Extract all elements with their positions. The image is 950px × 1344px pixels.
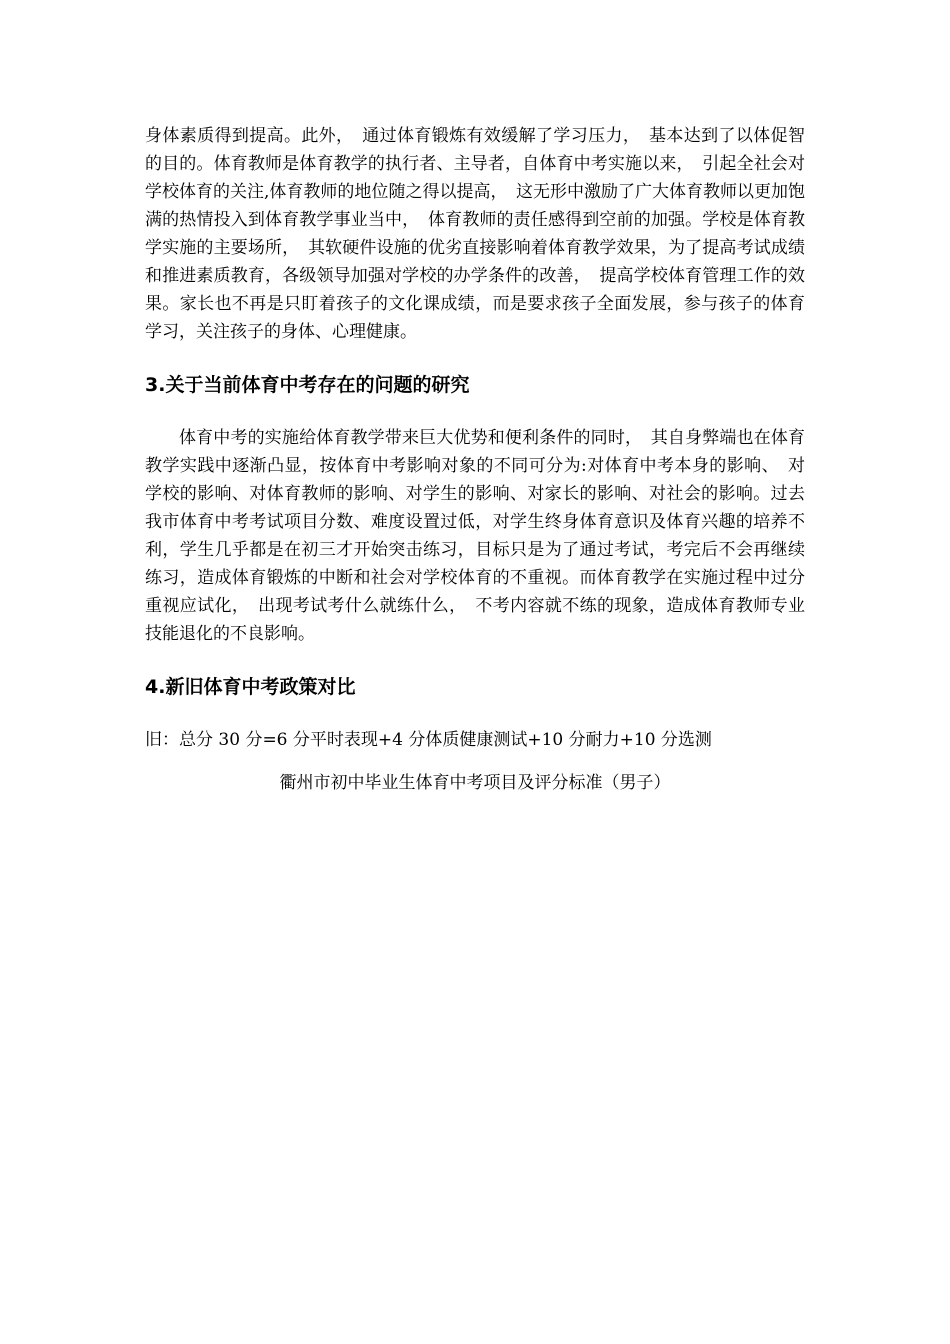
section-heading-4: 4.新旧体育中考政策对比 <box>145 676 356 698</box>
paragraph-body-benefits: 身体素质得到提高。此外， 通过体育锻炼有效缓解了学习压力， 基本达到了以体促智的目的。体育教师是体育教学的执行者、主导者，自体育中考实施以来， 引起全社会对学校体育的关注,体育教师的地位随之得以提高， 这无形中激励了广大体育教师以更加饱满的热情投入到体育教学事业当中， 体育教师的责任感得到空前的加强。学校是体育教学实施的主要场所， 其软硬件设施的优劣直接影响着体育教学效果，为了提高考试成绩和推进素质教育，各级领导加强对学校的办学条件的改善， 提高学校体育管理工作的效果。家长也不再是只盯着孩子的文化课成绩，而是要求孩子全面发展，参与孩子的体育学习，关注孩子的身体、心理健康。 <box>145 126 805 342</box>
document-body <box>145 122 805 797</box>
table-caption: 衢州市初中毕业生体育中考项目及评分标准（男子） <box>279 773 671 793</box>
paragraph-body-problems: 体育中考的实施给体育教学带来巨大优势和便利条件的同时， 其自身弊端也在体育教学实践中逐渐凸显，按体育中考影响对象的不同可分为:对体育中考本身的影响、 对学校的影响、对体育教师的影响、对学生的影响、对家长的影响、对社会的影响。过去我市体育中考考试项目分数、难度设置过低，对学生终身体育意识及体育兴趣的培养不利，学生几乎都是在初三才开始突击练习，目标只是为了通过考试，考完后不会再继续练习，造成体育锻炼的中断和社会对学校体育的不重视。而体育教学在实施过程中过分重视应试化， 出现考试考什么就练什么， 不考内容就不练的现象，造成体育教师专业技能退化的不良影响。 <box>145 428 805 644</box>
section-heading-3: 3.关于当前体育中考存在的问题的研究 <box>145 374 470 396</box>
old-policy-line: 旧：总分 30 分=6 分平时表现+4 分体质健康测试+10 分耐力+10 分选测 <box>145 730 712 750</box>
